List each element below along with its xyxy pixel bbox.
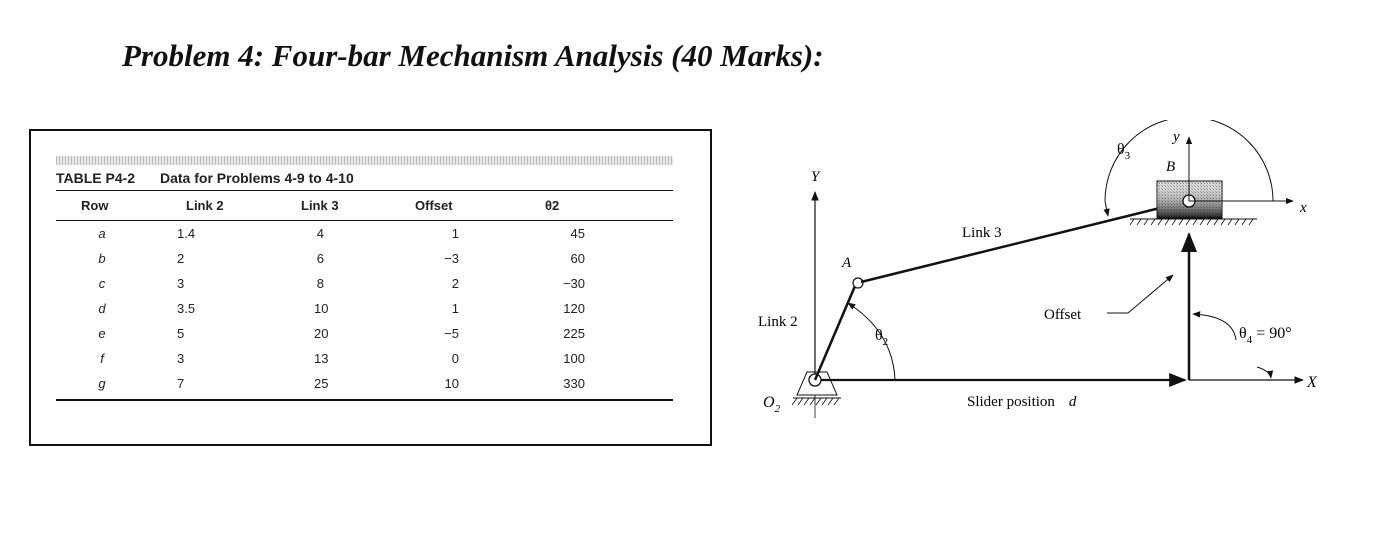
cell-link2: 3 bbox=[177, 351, 185, 366]
cell-offset: 1 bbox=[451, 301, 459, 316]
cell-link2: 2 bbox=[177, 251, 185, 266]
link-2-label: Link 2 bbox=[758, 314, 798, 330]
cell-link3: 6 bbox=[316, 251, 324, 266]
table-halftone-bar bbox=[56, 156, 673, 165]
column-header-link3: Link 3 bbox=[301, 198, 339, 213]
cell-row: f bbox=[100, 351, 104, 366]
cell-row: e bbox=[98, 326, 106, 341]
theta4-arc-lower bbox=[1257, 367, 1271, 378]
table-caption-text: Data for Problems 4-9 to 4-10 bbox=[160, 170, 354, 186]
problem-title: Problem 4: Four-bar Mechanism Analysis (40 Marks): bbox=[122, 38, 824, 73]
cell-offset: 2 bbox=[451, 276, 459, 291]
cell-offset: 1 bbox=[451, 226, 459, 241]
y-axis-label: Y bbox=[811, 169, 820, 185]
slider-crank-diagram bbox=[745, 120, 1365, 430]
cell-link3: 25 bbox=[314, 376, 329, 391]
cell-row: g bbox=[98, 376, 106, 391]
column-header-theta2: θ2 bbox=[545, 198, 560, 213]
column-header-link2: Link 2 bbox=[186, 198, 224, 213]
cell-theta2: 330 bbox=[563, 376, 585, 391]
point-a-label: A bbox=[842, 255, 852, 271]
cell-row: d bbox=[98, 301, 106, 316]
point-b-label: B bbox=[1166, 159, 1176, 175]
cell-link2: 5 bbox=[177, 326, 185, 341]
cell-link3: 13 bbox=[314, 351, 329, 366]
theta4-label: $\theta_4 = 90^\circ$ bbox=[1239, 325, 1292, 346]
link-3 bbox=[861, 203, 1180, 282]
theta2-label: $\theta_2$ bbox=[875, 327, 889, 348]
cell-link2: 1.4 bbox=[177, 226, 196, 241]
cell-theta2: −30 bbox=[562, 276, 585, 291]
cell-theta2: 225 bbox=[563, 326, 585, 341]
offset-label: Offset bbox=[1044, 307, 1082, 323]
cell-link2: 7 bbox=[177, 376, 185, 391]
cell-row: a bbox=[98, 226, 106, 241]
o2-label: $O_2$ bbox=[763, 394, 781, 415]
link-2 bbox=[815, 286, 855, 380]
cell-row: c bbox=[98, 276, 106, 291]
table-top-rule bbox=[56, 190, 673, 191]
cell-theta2: 45 bbox=[570, 226, 585, 241]
theta3-label: $\theta_3$ bbox=[1117, 141, 1131, 162]
cell-link2: 3.5 bbox=[177, 301, 196, 316]
cell-offset: −5 bbox=[444, 326, 459, 341]
theta4-arc bbox=[1193, 314, 1236, 340]
cell-row: b bbox=[98, 251, 106, 266]
cell-theta2: 60 bbox=[570, 251, 585, 266]
link-3-label: Link 3 bbox=[962, 225, 1002, 241]
cell-offset: −3 bbox=[444, 251, 459, 266]
cell-link3: 8 bbox=[316, 276, 324, 291]
x-axis-label: X bbox=[1307, 374, 1317, 391]
cell-theta2: 100 bbox=[563, 351, 585, 366]
cell-offset: 0 bbox=[451, 351, 459, 366]
cell-link3: 4 bbox=[316, 226, 324, 241]
data-table bbox=[29, 129, 712, 446]
column-header-offset: Offset bbox=[415, 198, 453, 213]
slider-ground-hatch bbox=[1130, 219, 1253, 225]
cell-link2: 3 bbox=[177, 276, 185, 291]
table-bottom-rule bbox=[56, 399, 673, 401]
table-caption bbox=[56, 170, 354, 186]
table-id: TABLE P4-2 bbox=[56, 170, 136, 186]
cell-offset: 10 bbox=[444, 376, 459, 391]
table-header-rule bbox=[56, 220, 673, 221]
column-header-row: Row bbox=[81, 198, 109, 213]
local-y-label: y bbox=[1173, 129, 1180, 145]
cell-link3: 10 bbox=[314, 301, 329, 316]
local-x-label: x bbox=[1300, 200, 1307, 216]
cell-link3: 20 bbox=[314, 326, 329, 341]
cell-theta2: 120 bbox=[563, 301, 585, 316]
slider-position-label: Slider position d bbox=[967, 394, 1077, 410]
offset-leader bbox=[1107, 275, 1173, 313]
